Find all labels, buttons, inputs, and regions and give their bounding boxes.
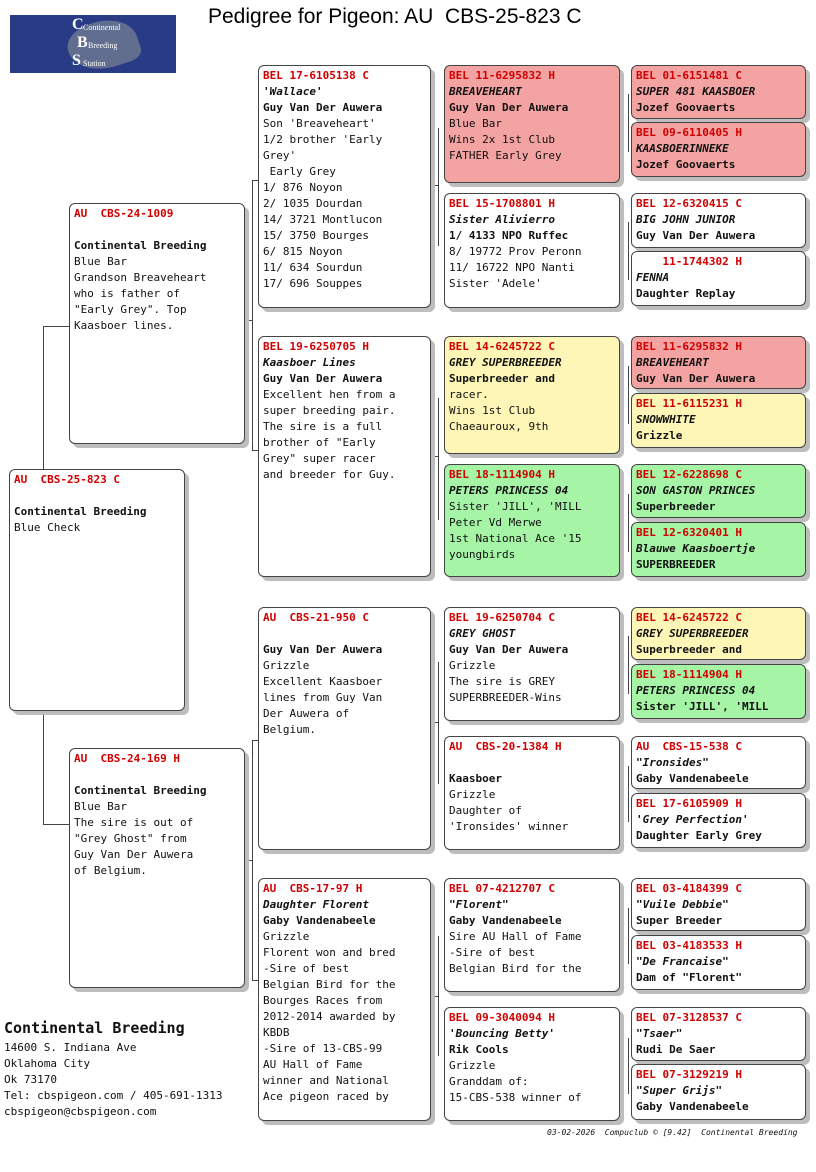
card-line: Super Breeder	[636, 914, 723, 927]
band-number: BEL 19-6250704 C	[449, 611, 555, 624]
card-line: The sire is out of	[74, 816, 194, 829]
pigeon-card-g10[interactable]	[631, 664, 806, 719]
pigeon-card-g4[interactable]	[631, 251, 806, 306]
pigeon-card-sire[interactable]	[69, 203, 245, 444]
card-line: Superbreeder	[636, 500, 716, 513]
card-line: Excellent hen from a	[263, 388, 396, 401]
pigeon-name: BIG JOHN JUNIOR	[636, 213, 736, 226]
card-line: The sire is GREY	[449, 675, 555, 688]
card-line: Belgian Bird for the	[263, 978, 396, 991]
band-number: BEL 09-3040094 H	[449, 1011, 555, 1024]
connector	[628, 766, 629, 822]
card-line: Grizzle	[263, 659, 310, 672]
card-line	[263, 626, 426, 642]
pigeon-name: GREY SUPERBREEDER	[636, 627, 749, 640]
connector	[628, 94, 629, 152]
connector	[628, 222, 629, 280]
pigeon-card-ddd[interactable]	[444, 1007, 620, 1121]
band-number: BEL 09-6110405 H	[636, 126, 742, 139]
logo-letter-b: B	[77, 34, 88, 51]
card-line: Sister 'Adele'	[449, 277, 542, 290]
pigeon-card-g6[interactable]	[631, 393, 806, 448]
pigeon-name: "Florent"	[449, 898, 509, 911]
pigeon-name: 'Wallace'	[263, 85, 323, 98]
card-line: Sister 'JILL', 'MILL	[449, 500, 582, 513]
pigeon-card-sire-sire[interactable]	[258, 65, 431, 308]
card-line: AU Hall of Fame	[263, 1058, 363, 1071]
logo-word-3: Station	[83, 59, 106, 68]
breeder-name: Kaasboer	[449, 772, 502, 785]
card-line: FATHER Early Grey	[449, 149, 562, 162]
card-line: SUPERBREEDER	[636, 558, 716, 571]
breeder-name: Guy Van Der Auwera	[263, 101, 383, 114]
pigeon-name: 'Grey Perfection'	[636, 813, 749, 826]
pigeon-card-g3[interactable]	[631, 193, 806, 248]
band-number: BEL 14-6245722 C	[636, 611, 742, 624]
card-line: Son 'Breaveheart'	[263, 117, 376, 130]
pigeon-card-g7[interactable]	[631, 464, 806, 518]
card-line: Daughter Early Grey	[636, 829, 762, 842]
connector	[430, 996, 439, 997]
card-line: -Sire of best	[449, 946, 536, 959]
pigeon-name: GREY SUPERBREEDER	[449, 356, 562, 369]
card-line: Grey'	[263, 149, 297, 162]
pigeon-card-g5[interactable]	[631, 336, 806, 389]
card-line	[14, 488, 180, 504]
band-number: BEL 01-6151481 C	[636, 69, 742, 82]
card-line: Der Auwera of	[263, 707, 350, 720]
address-line: Oklahoma City	[4, 1057, 91, 1070]
pigeon-name: Daughter Florent	[263, 898, 369, 911]
band-number: AU CBS-24-1009	[74, 207, 174, 220]
card-line	[74, 767, 240, 783]
breeder-name: Jozef Goovaerts	[636, 158, 736, 171]
card-line: 17/ 696 Souppes	[263, 277, 363, 290]
pigeon-name: "Ironsides"	[636, 756, 709, 769]
breeder-name: Gaby Vandenabeele	[636, 1100, 749, 1113]
card-line: Bourges Races from	[263, 994, 383, 1007]
card-line: 2012-2014 awarded by	[263, 1010, 396, 1023]
pigeon-name: Sister Alivierro	[449, 213, 555, 226]
email-line: cbspigeon@cbspigeon.com	[4, 1105, 157, 1118]
card-line: The sire is a full	[263, 420, 383, 433]
connector	[43, 326, 44, 469]
band-number: BEL 03-4183533 H	[636, 939, 742, 952]
connector	[438, 662, 439, 784]
connector	[628, 1038, 629, 1094]
breeder-name: Gaby Vandenabeele	[263, 914, 376, 927]
breeder-name: Guy Van Der Auwera	[263, 643, 383, 656]
card-line: KBDB	[263, 1026, 290, 1039]
band-number: BEL 03-4184399 C	[636, 882, 742, 895]
band-number: BEL 19-6250705 H	[263, 340, 369, 353]
card-line: youngbirds	[449, 548, 516, 561]
card-line: Sire AU Hall of Fame	[449, 930, 582, 943]
pigeon-name: "Tsaer"	[636, 1027, 683, 1040]
card-line: -Sire of best	[263, 962, 350, 975]
footer-text: 03-02-2026 Compuclub © [9.42] Continental Breeding	[547, 1128, 798, 1137]
card-line: Superbreeder and	[636, 643, 742, 656]
pigeon-name: BREAVEHEART	[636, 356, 709, 369]
logo-letter-s: S	[72, 52, 81, 69]
band-number: BEL 11-6115231 H	[636, 397, 742, 410]
card-line: Dam of "Florent"	[636, 971, 742, 984]
pigeon-card-sire-dam[interactable]	[258, 336, 431, 577]
card-line: Early Grey	[263, 165, 336, 178]
card-line: Blue Bar	[74, 255, 127, 268]
card-line	[74, 222, 240, 238]
connector	[628, 908, 629, 964]
pigeon-name: "Super Grijs"	[636, 1084, 723, 1097]
card-line: 2/ 1035 Dourdan	[263, 197, 363, 210]
card-line: Granddam of:	[449, 1075, 529, 1088]
pigeon-card-subject[interactable]	[9, 469, 185, 711]
card-line: Excellent Kaasboer	[263, 675, 383, 688]
band-number: AU CBS-25-823 C	[14, 473, 120, 486]
pigeon-name: BREAVEHEART	[449, 85, 522, 98]
pigeon-name: SON GASTON PRINCES	[636, 484, 756, 497]
card-line: who is father of	[74, 287, 180, 300]
breeder-name: Gaby Vandenabeele	[449, 914, 562, 927]
logo-word-2: Breeding	[88, 41, 118, 50]
page-title: Pedigree for Pigeon: AU CBS-25-823 C	[208, 5, 582, 28]
connector	[430, 185, 439, 186]
card-line: racer.	[449, 388, 489, 401]
connector	[43, 326, 71, 327]
address-block	[4, 1018, 223, 1120]
card-line: Grizzle	[449, 659, 496, 672]
contact-line: Tel: cbspigeon.com / 405-691-1313	[4, 1089, 223, 1102]
breeder-name: Gaby Vandenabeele	[636, 772, 749, 785]
pigeon-card-dsd[interactable]	[444, 736, 620, 850]
pigeon-name: "De Francaise"	[636, 955, 729, 968]
band-number: BEL 18-1114904 H	[636, 668, 742, 681]
band-number: BEL 17-6105909 H	[636, 797, 742, 810]
pigeon-name: Kaasboer Lines	[263, 356, 356, 369]
pigeon-card-g13[interactable]	[631, 878, 806, 931]
connector	[628, 494, 629, 552]
connector	[252, 180, 253, 450]
pigeon-card-dam[interactable]	[69, 748, 245, 988]
band-number: BEL 07-3129219 H	[636, 1068, 742, 1081]
card-line: Superbreeder and	[449, 372, 555, 385]
logo-word-1: Continental	[83, 23, 121, 32]
pigeon-card-g14[interactable]	[631, 935, 806, 990]
card-line: lines from Guy Van	[263, 691, 383, 704]
pigeon-name: SNOWWHITE	[636, 413, 696, 426]
band-number: BEL 07-3128537 C	[636, 1011, 742, 1024]
card-line: 11/ 634 Sourdun	[263, 261, 363, 274]
band-number: BEL 18-1114904 H	[449, 468, 555, 481]
band-number: AU CBS-21-950 C	[263, 611, 369, 624]
card-line: Wins 2x 1st Club	[449, 133, 555, 146]
card-line: of Belgium.	[74, 864, 147, 877]
card-line: 1/ 4133 NPO Ruffec	[449, 229, 569, 242]
breeder-name: Guy Van Der Auwera	[449, 643, 569, 656]
pigeon-name: SUPER 481 KAASBOER	[636, 85, 756, 98]
breeder-name: Continental Breeding	[14, 505, 147, 518]
pigeon-card-dss[interactable]	[444, 607, 620, 721]
band-number: BEL 11-6295832 H	[449, 69, 555, 82]
card-line	[449, 755, 615, 771]
card-line: Blue Bar	[449, 117, 502, 130]
pigeon-name: KAASBOERINNEKE	[636, 142, 729, 155]
breeder-name: Guy Van Der Auwera	[636, 372, 756, 385]
card-line: Daughter Replay	[636, 287, 736, 300]
card-line: "Grey Ghost" from	[74, 832, 187, 845]
pigeon-card-dam-sire[interactable]	[258, 607, 431, 850]
card-line: 1/2 brother 'Early	[263, 133, 383, 146]
pigeon-card-g9[interactable]	[631, 607, 806, 660]
breeder-name: Rik Cools	[449, 1043, 509, 1056]
card-line: Florent won and bred	[263, 946, 396, 959]
card-line: Grandson Breaveheart	[74, 271, 207, 284]
pigeon-card-dds[interactable]	[444, 878, 620, 992]
band-number: BEL 11-6295832 H	[636, 340, 742, 353]
pigeon-card-g12[interactable]	[631, 793, 806, 848]
card-line: "Early Grey". Top	[74, 303, 187, 316]
pigeon-name: 'Bouncing Betty'	[449, 1027, 555, 1040]
connector	[438, 398, 439, 520]
pigeon-name: "Vuile Debbie"	[636, 898, 729, 911]
band-number: 11-1744302 H	[636, 255, 742, 268]
pigeon-card-g2[interactable]	[631, 122, 806, 177]
card-line: 1st National Ace '15	[449, 532, 582, 545]
pigeon-name: Blauwe Kaasboertje	[636, 542, 756, 555]
band-number: BEL 12-6228698 C	[636, 468, 742, 481]
card-line: Grizzle	[636, 429, 683, 442]
connector	[438, 128, 439, 246]
pigeon-name: PETERS PRINCESS 04	[449, 484, 569, 497]
band-number: BEL 15-1708801 H	[449, 197, 555, 210]
card-line: super breeding pair.	[263, 404, 396, 417]
card-line: 6/ 815 Noyon	[263, 245, 343, 258]
card-line: brother of "Early	[263, 436, 376, 449]
card-line: Guy Van Der Auwera	[74, 848, 194, 861]
card-line: 11/ 16722 NPO Nanti	[449, 261, 575, 274]
card-line: Grizzle	[449, 1059, 496, 1072]
band-number: BEL 07-4212707 C	[449, 882, 555, 895]
owner-name: Continental Breeding	[4, 1019, 185, 1037]
band-number: AU CBS-20-1384 H	[449, 740, 562, 753]
pigeon-card-g8[interactable]	[631, 522, 806, 577]
card-line: Blue Bar	[74, 800, 127, 813]
card-line: Belgium.	[263, 723, 316, 736]
card-line: 15-CBS-538 winner of	[449, 1091, 582, 1104]
breeder-name: Guy Van Der Auwera	[449, 101, 569, 114]
breeder-name: Continental Breeding	[74, 239, 207, 252]
band-number: AU CBS-17-97 H	[263, 882, 363, 895]
pigeon-card-sss[interactable]	[444, 65, 620, 183]
card-line: Wins 1st Club	[449, 404, 536, 417]
card-line: Peter Vd Merwe	[449, 516, 542, 529]
connector	[244, 320, 253, 321]
card-line: Sister 'JILL', 'MILL	[636, 700, 769, 713]
card-line: Grizzle	[263, 930, 310, 943]
card-line: Daughter of	[449, 804, 522, 817]
connector	[244, 860, 253, 861]
pigeon-name: PETERS PRINCESS 04	[636, 684, 756, 697]
band-number: BEL 14-6245722 C	[449, 340, 555, 353]
card-line: 1/ 876 Noyon	[263, 181, 343, 194]
band-number: AU CBS-24-169 H	[74, 752, 180, 765]
card-line: 14/ 3721 Montlucon	[263, 213, 383, 226]
address-line: Ok 73170	[4, 1073, 57, 1086]
breeder-name: Jozef Goovaerts	[636, 101, 736, 114]
pigeon-card-g15[interactable]	[631, 1007, 806, 1061]
band-number: BEL 17-6105138 C	[263, 69, 369, 82]
card-line: winner and National	[263, 1074, 389, 1087]
card-line: 8/ 19772 Prov Peronn	[449, 245, 582, 258]
pigeon-card-g11[interactable]	[631, 736, 806, 789]
band-number: BEL 12-6320401 H	[636, 526, 742, 539]
logo-letter-c: C	[72, 16, 84, 33]
card-line: -Sire of 13-CBS-99	[263, 1042, 383, 1055]
band-number: BEL 12-6320415 C	[636, 197, 742, 210]
pigeon-name: GREY GHOST	[449, 627, 516, 640]
address-line: 14600 S. Indiana Ave	[4, 1041, 137, 1054]
connector	[43, 824, 71, 825]
card-line: Ace pigeon raced by	[263, 1090, 389, 1103]
connector	[628, 636, 629, 694]
connector	[628, 366, 629, 424]
breeder-name: Guy Van Der Auwera	[263, 372, 383, 385]
connector	[43, 710, 44, 824]
card-line: Belgian Bird for the	[449, 962, 582, 975]
connector	[430, 456, 439, 457]
logo	[10, 15, 176, 73]
card-line: Kaasboer lines.	[74, 319, 174, 332]
band-number: AU CBS-15-538 C	[636, 740, 742, 753]
card-line: 'Ironsides' winner	[449, 820, 569, 833]
card-line: Blue Check	[14, 521, 81, 534]
breeder-name: Guy Van Der Auwera	[636, 229, 756, 242]
breeder-name: Rudi De Saer	[636, 1043, 716, 1056]
pigeon-card-sds[interactable]	[444, 336, 620, 454]
pigeon-name: FENNA	[636, 271, 670, 284]
pigeon-card-ssd[interactable]	[444, 193, 620, 308]
card-line: and breeder for Guy.	[263, 468, 396, 481]
pigeon-card-g1[interactable]	[631, 65, 806, 119]
breeder-name: Continental Breeding	[74, 784, 207, 797]
pigeon-card-sdd[interactable]	[444, 464, 620, 577]
card-line: Grey" super racer	[263, 452, 376, 465]
card-line: SUPERBREEDER-Wins	[449, 691, 562, 704]
connector	[430, 722, 439, 723]
card-line: 15/ 3750 Bourges	[263, 229, 369, 242]
pigeon-card-g16[interactable]	[631, 1064, 806, 1120]
card-line: Grizzle	[449, 788, 496, 801]
pigeon-card-dam-dam[interactable]	[258, 878, 431, 1121]
card-line: Chaeauroux, 9th	[449, 420, 549, 433]
